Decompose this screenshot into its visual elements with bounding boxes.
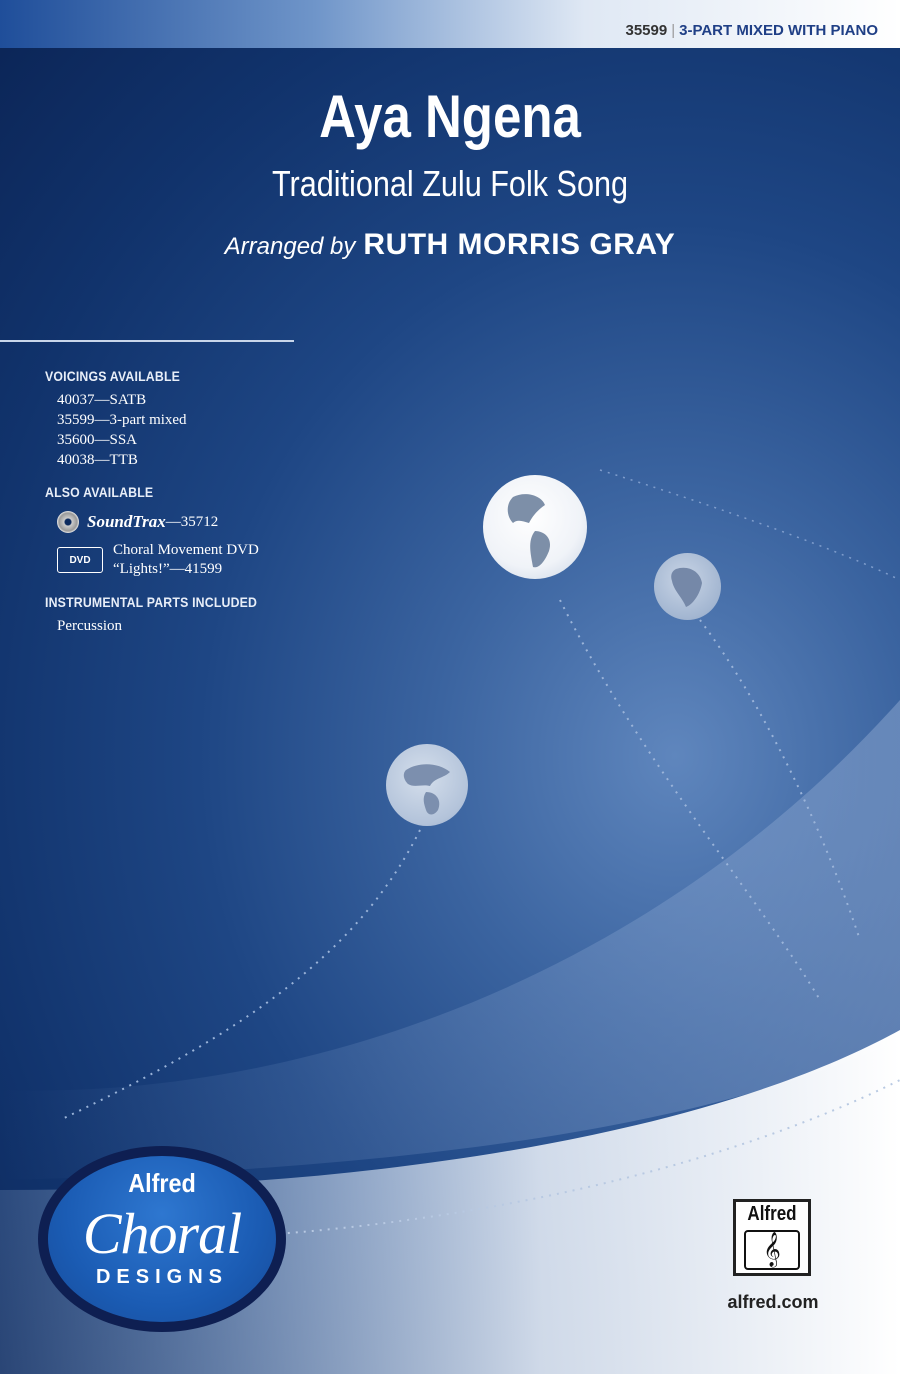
arranger-prefix: Arranged by bbox=[224, 233, 356, 260]
voicing-item: 40037—SATB bbox=[57, 392, 147, 408]
badge-bottom: DESIGNS bbox=[95, 1266, 229, 1288]
soundtrax-code: —35712 bbox=[165, 514, 219, 530]
catalog-voicing bbox=[625, 22, 878, 39]
alfred-logo-text: Alfred bbox=[747, 1203, 797, 1225]
badge-top: Alfred bbox=[128, 1168, 196, 1198]
voicing-label: 3-PART MIXED WITH PIANO bbox=[679, 22, 878, 39]
soundtrax-logo: SoundTrax bbox=[87, 512, 166, 531]
cd-icon bbox=[57, 511, 79, 533]
separator: | bbox=[671, 22, 676, 39]
info-panel bbox=[45, 368, 286, 636]
dvd-item bbox=[57, 538, 286, 582]
dvd-icon: DVD bbox=[57, 547, 103, 573]
catalog-number: 35599 bbox=[625, 22, 668, 39]
dvd-line1: Choral Movement DVD bbox=[113, 542, 259, 558]
divider-line bbox=[0, 340, 294, 342]
alfred-choral-designs-badge bbox=[38, 1146, 286, 1332]
globe-americas-icon bbox=[483, 475, 587, 579]
song-subtitle: Traditional Zulu Folk Song bbox=[271, 163, 629, 204]
alfred-logo bbox=[733, 1199, 811, 1276]
also-available-heading: ALSO AVAILABLE bbox=[45, 484, 154, 500]
voicing-item: 40038—TTB bbox=[57, 452, 138, 468]
publisher-url[interactable]: alfred.com bbox=[727, 1292, 819, 1312]
globe-europe-icon bbox=[386, 744, 468, 826]
voicing-item: 35600—SSA bbox=[57, 432, 138, 448]
voicing-item: 35599—3-part mixed bbox=[57, 412, 187, 428]
soundtrax-item bbox=[57, 506, 286, 538]
badge-middle: Choral bbox=[82, 1201, 242, 1266]
clef-icon: 𝄞 bbox=[744, 1230, 800, 1270]
instrumental-heading: INSTRUMENTAL PARTS INCLUDED bbox=[45, 594, 258, 610]
arranger-line bbox=[0, 228, 900, 262]
voicings-heading: VOICINGS AVAILABLE bbox=[45, 368, 181, 384]
song-title: Aya Ngena bbox=[319, 83, 581, 150]
top-bar bbox=[0, 0, 900, 48]
arranger-name: RUTH MORRIS GRAY bbox=[363, 228, 676, 261]
instrumental-item: Percussion bbox=[57, 618, 122, 634]
globe-africa-icon bbox=[654, 553, 721, 620]
dvd-line2: “Lights!”—41599 bbox=[113, 561, 223, 577]
